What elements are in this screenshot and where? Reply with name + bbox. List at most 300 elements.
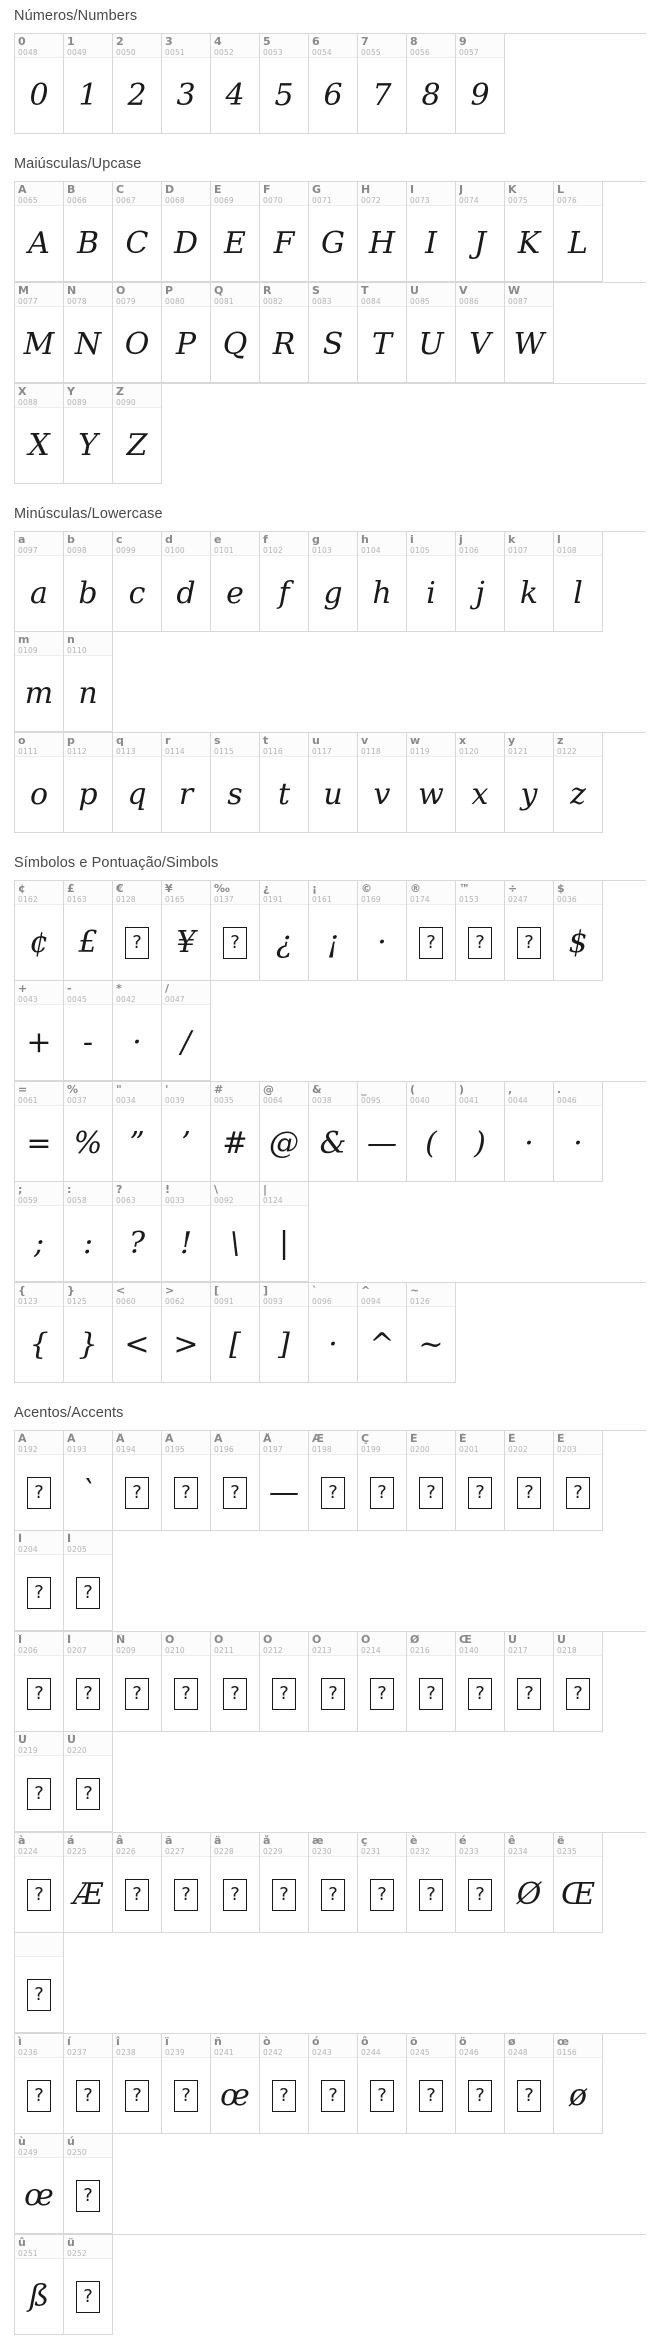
glyph-cell[interactable] — [211, 1431, 260, 1531]
glyph-cell[interactable] — [64, 1431, 113, 1531]
glyph-cell[interactable] — [260, 1632, 309, 1732]
glyph-preview: e — [226, 576, 244, 611]
glyph-preview: & — [319, 1126, 347, 1161]
glyph-cell[interactable] — [162, 1082, 211, 1182]
glyph-cell[interactable] — [358, 1082, 407, 1182]
glyph-char-label: ¥ — [165, 883, 173, 895]
glyph-code-label: 0226 — [116, 1847, 136, 1856]
glyph-preview — [64, 1756, 112, 1831]
glyph-cell-header — [211, 1632, 259, 1656]
glyph-cell[interactable] — [260, 881, 309, 981]
glyph-cell[interactable] — [554, 182, 603, 282]
glyph-cell-header — [64, 34, 112, 58]
glyph-code-label: 0199 — [361, 1445, 381, 1454]
glyph-cell[interactable] — [113, 981, 162, 1081]
glyph-cell[interactable] — [260, 1833, 309, 1933]
glyph-preview: C — [125, 226, 149, 261]
glyph-cell[interactable] — [358, 1431, 407, 1531]
glyph-cell[interactable] — [407, 182, 456, 282]
glyph-cell[interactable] — [162, 2034, 211, 2134]
glyph-preview: Ø — [516, 1877, 542, 1912]
glyph-code-label: 0100 — [165, 546, 185, 555]
glyph-cell[interactable] — [407, 532, 456, 632]
glyph-preview: x — [471, 777, 489, 812]
glyph-cell[interactable] — [505, 733, 554, 833]
glyph-cell[interactable] — [64, 1732, 113, 1832]
glyph-char-label: Ö — [361, 1634, 371, 1646]
glyph-preview: 6 — [323, 78, 343, 113]
glyph-cell[interactable] — [260, 733, 309, 833]
glyph-cell[interactable] — [309, 283, 358, 383]
glyph-cell[interactable] — [358, 1833, 407, 1933]
glyph-char-label: b — [67, 534, 75, 546]
glyph-code-label: 0075 — [508, 196, 528, 205]
glyph-cell[interactable] — [260, 34, 309, 134]
glyph-cell[interactable] — [15, 632, 64, 732]
glyph-char-label: > — [165, 1285, 175, 1297]
glyph-code-label: 0230 — [312, 1847, 332, 1856]
glyph-cell[interactable] — [358, 283, 407, 383]
glyph-cell[interactable] — [260, 532, 309, 632]
glyph-cell[interactable] — [64, 2134, 113, 2234]
glyph-cell[interactable] — [456, 34, 505, 134]
section-title: Minúsculas/Lowercase — [14, 506, 163, 522]
glyph-preview: — — [367, 1126, 397, 1161]
glyph-cell-header — [15, 1531, 63, 1555]
glyph-cell[interactable] — [505, 1833, 554, 1933]
glyph-preview: # — [222, 1126, 248, 1161]
glyph-code-label: 0161 — [312, 895, 332, 904]
glyph-cell-header — [15, 2235, 63, 2259]
glyph-cell[interactable] — [358, 532, 407, 632]
glyph-cell[interactable] — [309, 34, 358, 134]
glyph-code-label: 0238 — [116, 2048, 136, 2057]
glyph-cell[interactable] — [309, 1082, 358, 1182]
glyph-cell[interactable] — [15, 1082, 64, 1182]
glyph-cell[interactable] — [407, 1632, 456, 1732]
glyph-cell[interactable] — [162, 1833, 211, 1933]
glyph-cell-header — [554, 532, 602, 556]
glyph-cell[interactable] — [64, 1082, 113, 1182]
glyph-cell-header — [505, 881, 553, 905]
glyph-preview: Œ — [560, 1877, 596, 1912]
glyph-cell[interactable] — [15, 1933, 64, 2033]
glyph-cell[interactable] — [211, 34, 260, 134]
glyph-char-label: B — [67, 184, 76, 196]
glyph-preview: Z — [126, 428, 148, 463]
glyph-preview: } — [78, 1327, 98, 1362]
glyph-cell-header — [162, 283, 210, 307]
glyph-cell[interactable] — [113, 2034, 162, 2134]
glyph-cell[interactable] — [211, 733, 260, 833]
glyph-cell-header — [358, 182, 406, 206]
glyph-code-label: 0192 — [18, 1445, 38, 1454]
glyph-char-label: u — [312, 735, 320, 747]
glyph-cell[interactable] — [407, 733, 456, 833]
glyph-cell[interactable] — [211, 1283, 260, 1383]
glyph-cell[interactable] — [64, 733, 113, 833]
glyph-cell-header — [64, 1182, 112, 1206]
glyph-cell[interactable] — [15, 1833, 64, 1933]
glyph-cell[interactable] — [113, 1833, 162, 1933]
glyph-code-label: 0122 — [557, 747, 577, 756]
glyph-preview: ~ — [418, 1327, 444, 1362]
glyph-cell[interactable] — [113, 1182, 162, 1282]
glyph-cell[interactable] — [113, 384, 162, 484]
glyph-cell[interactable] — [309, 733, 358, 833]
glyph-code-label: 0242 — [263, 2048, 283, 2057]
glyph-cell[interactable] — [505, 532, 554, 632]
glyph-cell[interactable] — [505, 283, 554, 383]
glyph-cell[interactable] — [309, 182, 358, 282]
glyph-cell[interactable] — [113, 1431, 162, 1531]
glyph-code-label: 0213 — [312, 1646, 332, 1655]
glyph-cell[interactable] — [162, 1283, 211, 1383]
glyph-cell[interactable] — [309, 532, 358, 632]
glyph-cell[interactable] — [64, 182, 113, 282]
glyph-code-label: 0117 — [312, 747, 332, 756]
glyph-preview — [407, 905, 455, 980]
glyph-preview: œ — [24, 2178, 54, 2213]
glyph-cell[interactable] — [309, 1283, 358, 1383]
glyph-cell[interactable] — [260, 182, 309, 282]
glyph-cell[interactable] — [456, 182, 505, 282]
glyph-cell-header — [309, 532, 357, 556]
glyph-code-label: 0071 — [312, 196, 332, 205]
section-title: Números/Numbers — [14, 8, 138, 24]
glyph-cell[interactable] — [162, 182, 211, 282]
glyph-code-label: 0050 — [116, 48, 136, 57]
glyph-cell[interactable] — [456, 1431, 505, 1531]
glyph-cell[interactable] — [64, 1833, 113, 1933]
glyph-code-label: 0116 — [263, 747, 283, 756]
glyph-cell[interactable] — [211, 1182, 260, 1282]
glyph-code-label: 0137 — [214, 895, 234, 904]
glyph-cell[interactable] — [505, 1082, 554, 1182]
glyph-cell[interactable] — [64, 632, 113, 732]
glyph-cell[interactable] — [162, 1632, 211, 1732]
glyph-preview: @ — [269, 1126, 299, 1161]
glyph-char-label: © — [361, 883, 372, 895]
glyph-char-label: c — [116, 534, 123, 546]
missing-glyph-icon: ? — [272, 1879, 296, 1911]
glyph-cell[interactable] — [15, 881, 64, 981]
glyph-preview: w — [418, 777, 444, 812]
glyph-cell[interactable] — [113, 881, 162, 981]
glyph-cell[interactable] — [407, 283, 456, 383]
glyph-cell[interactable] — [456, 733, 505, 833]
glyph-code-label: 0106 — [459, 546, 479, 555]
glyph-cell[interactable] — [407, 1082, 456, 1182]
glyph-cell-header — [211, 1082, 259, 1106]
missing-glyph-icon: ? — [419, 1678, 443, 1710]
glyph-char-label: r — [165, 735, 171, 747]
glyph-cell[interactable] — [456, 1833, 505, 1933]
glyph-cell[interactable] — [309, 1632, 358, 1732]
glyph-cell[interactable] — [358, 182, 407, 282]
missing-glyph-icon: ? — [27, 1577, 51, 1609]
glyph-cell[interactable] — [64, 2034, 113, 2134]
glyph-cell-header — [15, 34, 63, 58]
glyph-cell[interactable] — [15, 384, 64, 484]
glyph-cell-header — [407, 733, 455, 757]
glyph-code-label: 0245 — [410, 2048, 430, 2057]
glyph-cell[interactable] — [15, 733, 64, 833]
glyph-code-label: 0109 — [18, 646, 38, 655]
glyph-cell[interactable] — [162, 733, 211, 833]
glyph-cell[interactable] — [15, 1182, 64, 1282]
glyph-cell[interactable] — [260, 2034, 309, 2134]
glyph-cell[interactable] — [15, 182, 64, 282]
glyph-cell[interactable] — [162, 981, 211, 1081]
glyph-cell[interactable] — [113, 532, 162, 632]
glyph-char-label: Ä — [214, 1433, 223, 1445]
glyph-preview: B — [76, 226, 100, 261]
glyph-cell[interactable] — [162, 881, 211, 981]
glyph-char-label: T — [361, 285, 369, 297]
glyph-cell-header — [505, 1833, 553, 1857]
glyph-code-label: 0252 — [67, 2249, 87, 2258]
glyph-code-label: 0101 — [214, 546, 234, 555]
glyph-code-label: 0087 — [508, 297, 528, 306]
glyph-cell[interactable] — [211, 532, 260, 632]
glyph-cell[interactable] — [505, 1632, 554, 1732]
glyph-cell[interactable] — [407, 1833, 456, 1933]
glyph-cell-header — [260, 733, 308, 757]
glyph-char-label: ÷ — [508, 883, 518, 895]
glyph-cell[interactable] — [358, 881, 407, 981]
glyph-cell[interactable] — [15, 2235, 64, 2335]
glyph-cell-header — [260, 34, 308, 58]
glyph-char-label: È — [410, 1433, 418, 1445]
glyph-cell[interactable] — [309, 2034, 358, 2134]
glyph-cell[interactable] — [64, 283, 113, 383]
glyph-cell[interactable] — [211, 881, 260, 981]
glyph-preview — [162, 2058, 210, 2133]
glyph-cell[interactable] — [211, 283, 260, 383]
glyph-char-label: ç — [361, 1835, 368, 1847]
glyph-cell[interactable] — [15, 1732, 64, 1832]
glyph-char-label: l — [557, 534, 561, 546]
glyph-preview: D — [173, 226, 199, 261]
glyph-cell[interactable] — [456, 1082, 505, 1182]
glyph-char-label: n — [67, 634, 75, 646]
glyph-cell[interactable] — [211, 1632, 260, 1732]
glyph-char-label: 1 — [67, 36, 75, 48]
glyph-cell[interactable] — [64, 981, 113, 1081]
glyph-cell[interactable] — [358, 34, 407, 134]
glyph-cell-header — [162, 1431, 210, 1455]
glyph-row — [14, 1430, 646, 1631]
glyph-preview — [505, 2058, 553, 2133]
glyph-cell[interactable] — [162, 1182, 211, 1282]
glyph-code-label: 0251 — [18, 2249, 38, 2258]
glyph-cell[interactable] — [456, 881, 505, 981]
glyph-code-label: 0126 — [410, 1297, 430, 1306]
glyph-char-label: £ — [67, 883, 75, 895]
glyph-cell[interactable] — [15, 2134, 64, 2234]
glyph-cell[interactable] — [554, 2034, 603, 2134]
glyph-preview — [407, 1857, 455, 1932]
glyph-char-label: œ — [557, 2036, 570, 2048]
glyph-cell[interactable] — [113, 733, 162, 833]
glyph-preview: / — [180, 1025, 192, 1060]
glyph-cell[interactable] — [113, 34, 162, 134]
glyph-cell[interactable] — [15, 981, 64, 1081]
glyph-cell[interactable] — [554, 1632, 603, 1732]
glyph-cell[interactable] — [554, 532, 603, 632]
glyph-cell[interactable] — [505, 2034, 554, 2134]
glyph-preview: r — [178, 777, 194, 812]
glyph-cell[interactable] — [407, 881, 456, 981]
glyph-row — [14, 33, 646, 134]
glyph-cell[interactable] — [358, 733, 407, 833]
glyph-char-label: U — [410, 285, 419, 297]
glyph-code-label: 0220 — [67, 1746, 87, 1755]
glyph-code-label: 0089 — [67, 398, 87, 407]
glyph-cell[interactable] — [64, 1182, 113, 1282]
glyph-code-label: 0156 — [557, 2048, 577, 2057]
glyph-cell[interactable] — [358, 2034, 407, 2134]
glyph-cell[interactable] — [162, 1431, 211, 1531]
glyph-cell[interactable] — [64, 1531, 113, 1631]
glyph-code-label: 0043 — [18, 995, 38, 1004]
glyph-cell[interactable] — [456, 532, 505, 632]
glyph-cell[interactable] — [15, 532, 64, 632]
glyph-cell[interactable] — [15, 283, 64, 383]
glyph-char-label — [18, 1935, 60, 1947]
glyph-preview — [113, 905, 161, 980]
glyph-preview — [162, 1857, 210, 1932]
glyph-cell[interactable] — [15, 2034, 64, 2134]
glyph-char-label: Û — [18, 1734, 27, 1746]
glyph-code-label: 0083 — [312, 297, 332, 306]
glyph-cell-header — [456, 1082, 504, 1106]
glyph-char-label: Á — [67, 1433, 76, 1445]
glyph-cell-header — [113, 733, 161, 757]
glyph-cell[interactable] — [407, 1283, 456, 1383]
glyph-cell[interactable] — [554, 1833, 603, 1933]
glyph-cell[interactable] — [162, 283, 211, 383]
glyph-cell-header — [113, 384, 161, 408]
glyph-row — [14, 1832, 646, 2033]
glyph-cell-header — [113, 283, 161, 307]
glyph-cell[interactable] — [64, 1632, 113, 1732]
glyph-code-label: 0035 — [214, 1096, 234, 1105]
glyph-cell[interactable] — [456, 1632, 505, 1732]
glyph-cell[interactable] — [15, 1431, 64, 1531]
glyph-code-label: 0250 — [67, 2148, 87, 2157]
glyph-cell[interactable] — [260, 1082, 309, 1182]
glyph-preview: U — [418, 327, 444, 362]
glyph-char-label: É — [459, 1433, 467, 1445]
glyph-preview: Q — [222, 327, 248, 362]
glyph-char-label: : — [67, 1184, 72, 1196]
glyph-cell[interactable] — [64, 384, 113, 484]
glyph-cell[interactable] — [15, 34, 64, 134]
glyph-cell[interactable] — [15, 1283, 64, 1383]
glyph-cell[interactable] — [260, 1283, 309, 1383]
glyph-cell[interactable] — [64, 34, 113, 134]
glyph-code-label: 0064 — [263, 1096, 283, 1105]
glyph-char-label: è — [410, 1835, 418, 1847]
glyph-preview: T — [371, 327, 392, 362]
glyph-preview: p — [78, 777, 98, 812]
glyph-preview: · — [524, 1126, 534, 1161]
glyph-cell[interactable] — [211, 1082, 260, 1182]
glyph-cell[interactable] — [113, 1632, 162, 1732]
glyph-cell[interactable] — [407, 2034, 456, 2134]
glyph-cell-header — [15, 1632, 63, 1656]
glyph-preview: ] — [278, 1327, 290, 1362]
glyph-code-label: 0104 — [361, 546, 381, 555]
glyph-cell[interactable] — [162, 532, 211, 632]
missing-glyph-icon: ? — [468, 1477, 492, 1509]
glyph-preview — [407, 1455, 455, 1530]
glyph-cell[interactable] — [113, 182, 162, 282]
glyph-char-label: é — [459, 1835, 467, 1847]
glyph-cell[interactable] — [113, 1283, 162, 1383]
glyph-cell[interactable] — [505, 1431, 554, 1531]
glyph-cell[interactable] — [554, 733, 603, 833]
glyph-cell[interactable] — [554, 1082, 603, 1182]
glyph-code-label: 0206 — [18, 1646, 38, 1655]
glyph-cell[interactable] — [64, 532, 113, 632]
glyph-code-label: 0247 — [508, 895, 528, 904]
glyph-cell[interactable] — [309, 1431, 358, 1531]
glyph-cell[interactable] — [456, 2034, 505, 2134]
glyph-code-label: 0209 — [116, 1646, 136, 1655]
glyph-cell-header — [64, 2034, 112, 2058]
glyph-code-label: 0060 — [116, 1297, 136, 1306]
glyph-preview: ; — [33, 1226, 45, 1261]
glyph-cell[interactable] — [64, 2235, 113, 2335]
glyph-cell-header — [554, 1082, 602, 1106]
glyph-cell[interactable] — [162, 34, 211, 134]
glyph-cell[interactable] — [260, 283, 309, 383]
glyph-cell[interactable] — [211, 2034, 260, 2134]
glyph-cell[interactable] — [505, 881, 554, 981]
glyph-cell[interactable] — [15, 1531, 64, 1631]
glyph-cell[interactable] — [211, 1833, 260, 1933]
glyph-cell-header — [64, 2235, 112, 2259]
glyph-cell[interactable] — [113, 283, 162, 383]
glyph-cell[interactable] — [407, 34, 456, 134]
glyph-cell-header — [64, 981, 112, 1005]
glyph-cell-header — [260, 1833, 308, 1857]
glyph-cell[interactable] — [64, 881, 113, 981]
glyph-cell[interactable] — [554, 1431, 603, 1531]
glyph-cell[interactable] — [260, 1431, 309, 1531]
glyph-cell[interactable] — [554, 881, 603, 981]
glyph-cell[interactable] — [358, 1632, 407, 1732]
glyph-cell[interactable] — [15, 1632, 64, 1732]
glyph-code-label: 0169 — [361, 895, 381, 904]
glyph-cell[interactable] — [113, 1082, 162, 1182]
glyph-cell[interactable] — [407, 1431, 456, 1531]
glyph-cell[interactable] — [505, 182, 554, 282]
glyph-cell[interactable] — [456, 283, 505, 383]
glyph-cell[interactable] — [211, 182, 260, 282]
glyph-cell[interactable] — [64, 1283, 113, 1383]
glyph-cell[interactable] — [358, 1283, 407, 1383]
missing-glyph-icon: ? — [27, 2080, 51, 2112]
glyph-cell[interactable] — [309, 1833, 358, 1933]
glyph-preview: S — [322, 327, 344, 362]
glyph-cell[interactable] — [260, 1182, 309, 1282]
glyph-preview: n — [78, 676, 98, 711]
glyph-cell[interactable] — [309, 881, 358, 981]
